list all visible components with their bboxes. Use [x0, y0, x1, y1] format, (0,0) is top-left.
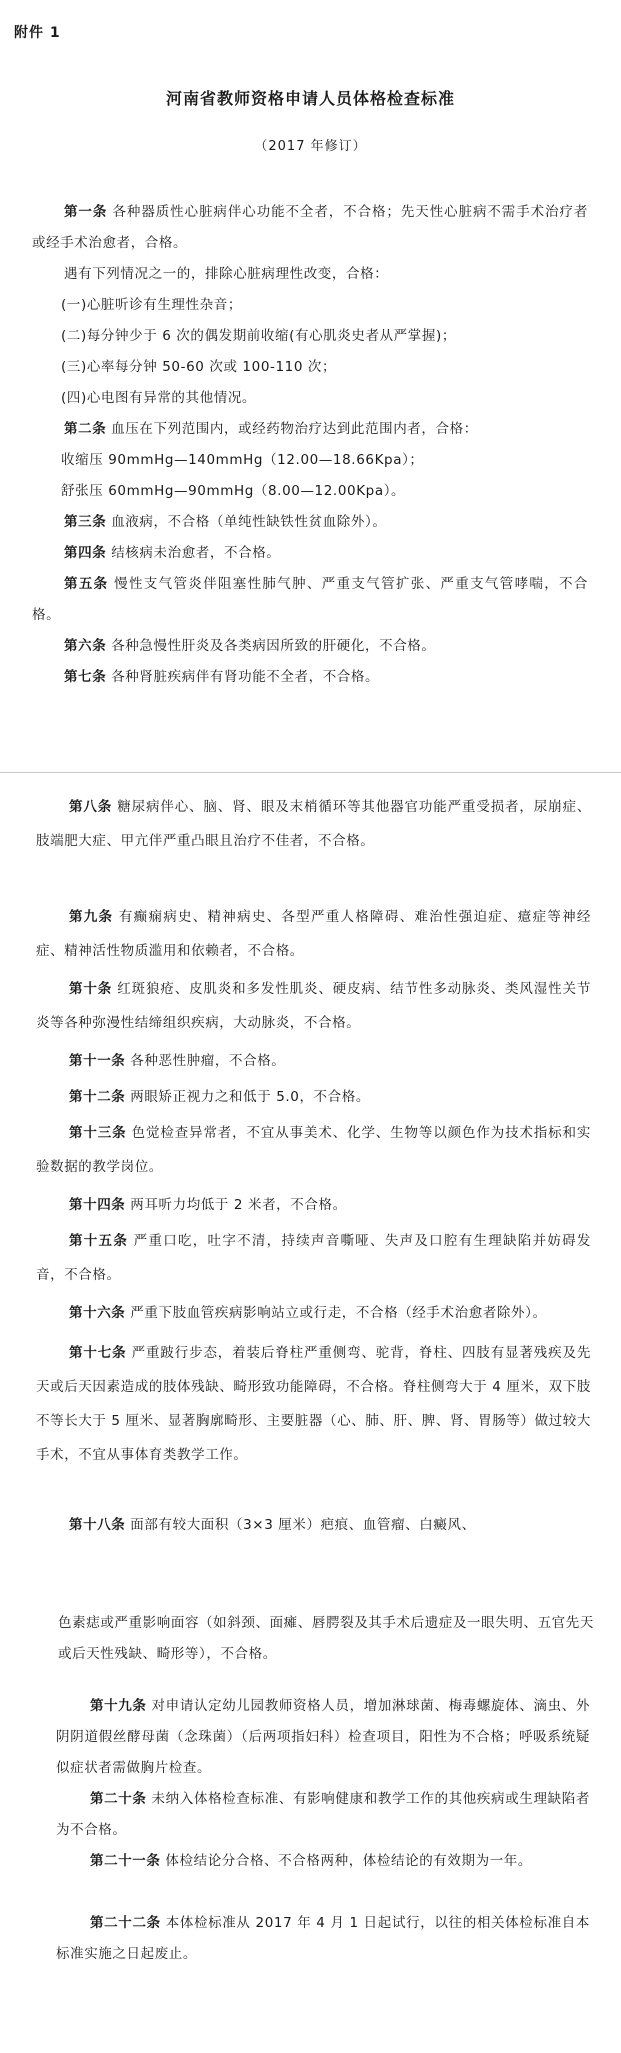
article-4-heading: 第四条: [64, 545, 107, 561]
article-19-heading: 第十九条: [90, 1698, 147, 1714]
article-19-body: 对申请认定幼儿园教师资格人员，增加淋球菌、梅毒螺旋体、滴虫、外阴阴道假丝酵母菌（念珠菌）（后两项指妇科）检查项目，阳性为不合格；呼吸系统疑似症状者需做胸片检查。: [56, 1698, 590, 1776]
article-3: [32, 507, 588, 538]
article-7-body: 各种肾脏疾病伴有肾功能不全者，不合格。: [106, 669, 380, 685]
article-22-body: 本体检标准从 2017 年 4 月 1 日起试行，以往的相关体检标准自本标准实施之日起废止。: [56, 1915, 590, 1962]
article-17-heading: 第十七条: [69, 1345, 127, 1361]
article-21-heading: 第二十一条: [90, 1853, 161, 1869]
article-14-body: 两耳听力均低于 2 米者，不合格。: [125, 1197, 347, 1213]
article-16: [36, 1296, 591, 1330]
article-1-item-1: (一)心脏听诊有生理性杂音；: [61, 297, 242, 313]
document-title: 河南省教师资格申请人员体格检查标准: [165, 89, 455, 108]
article-9-heading: 第九条: [69, 909, 114, 925]
article-10-heading: 第十条: [69, 981, 113, 997]
article-7-heading: 第七条: [64, 669, 107, 685]
article-13: [36, 1116, 591, 1184]
document-subtitle: （2017 年修订）: [254, 139, 367, 154]
article-3-body: 血液病，不合格（单纯性缺铁性贫血除外）。: [106, 514, 387, 530]
article-17: [36, 1336, 591, 1472]
article-14: [36, 1188, 591, 1222]
article-22: [56, 1908, 590, 1970]
article-8: [36, 790, 591, 858]
article-1-intro: 遇有下列情况之一的，排除心脏病理性改变，合格：: [64, 266, 389, 282]
article-14-heading: 第十四条: [69, 1197, 126, 1213]
article-2-item-1: 收缩压 90mmHg—140mmHg（12.00—18.66Kpa）；: [61, 452, 424, 468]
article-21-body: 体检结论分合格、不合格两种，体检结论的有效期为一年。: [160, 1853, 532, 1869]
article-12-heading: 第十二条: [69, 1089, 126, 1105]
article-7: [32, 662, 588, 693]
article-12: [36, 1080, 591, 1114]
article-11-heading: 第十一条: [69, 1053, 126, 1069]
article-2-item-2: 舒张压 60mmHg—90mmHg（8.00—12.00Kpa）。: [61, 483, 406, 499]
article-18-continuation: 色素痣或严重影响面容（如斜颈、面瘫、唇腭裂及其手术后遗症及一眼失明、五官先天或后天性残缺、畸形等），不合格。: [58, 1615, 594, 1662]
document-page-3: [0, 1540, 621, 2053]
article-12-body: 两眼矫正视力之和低于 5.0，不合格。: [125, 1089, 370, 1105]
article-5: [32, 569, 588, 631]
article-13-body: 色觉检查异常者，不宜从事美术、化学、生物等以颜色作为技术指标和实验数据的教学岗位。: [36, 1125, 592, 1175]
article-1-item-2: (二)每分钟少于 6 次的偶发期前收缩(有心肌炎史者从严掌握)；: [61, 328, 456, 344]
article-2-body: 血压在下列范围内，或经药物治疗达到此范围内者，合格：: [106, 421, 478, 437]
article-1-body: 各种器质性心脏病伴心功能不全者，不合格；先天性心脏病不需手术治疗者或经手术治愈者，合格。: [32, 204, 588, 251]
article-18: [36, 1508, 591, 1542]
article-6-body: 各种急慢性肝炎及各类病因所致的肝硬化，不合格。: [106, 638, 436, 654]
article-5-body: 慢性支气管炎伴阻塞性肺气肿、严重支气管扩张、严重支气管哮喘，不合格。: [32, 576, 588, 623]
article-10: [36, 972, 591, 1040]
article-20-heading: 第二十条: [90, 1791, 147, 1807]
article-4-body: 结核病未治愈者，不合格。: [106, 545, 281, 561]
article-6-heading: 第六条: [64, 638, 107, 654]
article-1: [32, 197, 588, 259]
article-1-item-4: (四)心电图有异常的其他情况。: [61, 390, 257, 406]
article-17-body: 严重跛行步态，着装后脊柱严重侧弯、驼背，脊柱、四肢有显著残疾及先天或后天因素造成的肢体残缺、畸形致功能障碍，不合格。脊柱侧弯大于 4 厘米，双下肢不等长大于 5 厘米、显著胸廓畸形、主要脏器（心、肺、肝、脾、肾、胃肠等）做过较大手术，不宜从事体育类教学工作。: [36, 1345, 592, 1463]
attachment-label: 附件 1: [14, 25, 61, 41]
page-break-line: [0, 772, 621, 773]
article-15-body: 严重口吃，吐字不清，持续声音嘶哑、失声及口腔有生理缺陷并妨碍发音，不合格。: [36, 1233, 591, 1283]
article-16-body: 严重下肢血管疾病影响站立或行走，不合格（经手术治愈者除外）。: [125, 1305, 547, 1321]
article-18-heading: 第十八条: [69, 1517, 126, 1533]
article-19: [56, 1691, 590, 1784]
article-5-heading: 第五条: [64, 576, 109, 592]
article-11: [36, 1044, 591, 1078]
document-page-1: [0, 0, 621, 770]
article-3-heading: 第三条: [64, 514, 107, 530]
article-20: [56, 1784, 590, 1846]
article-15: [36, 1224, 591, 1292]
article-16-heading: 第十六条: [69, 1305, 126, 1321]
article-1-item-3: (三)心率每分钟 50-60 次或 100-110 次；: [61, 359, 337, 375]
article-18-body: 面部有较大面积（3×3 厘米）疤痕、血管瘤、白癜风、: [125, 1517, 476, 1533]
article-8-heading: 第八条: [69, 799, 113, 815]
article-9-body: 有癫痫病史、精神病史、各型严重人格障碍、难治性强迫症、癔症等神经症、精神活性物质滥用和依赖者，不合格。: [36, 909, 591, 959]
article-21: [56, 1846, 590, 1877]
article-2: [32, 414, 588, 445]
article-20-body: 未纳入体格检查标准、有影响健康和教学工作的其他疾病或生理缺陷者为不合格。: [56, 1791, 590, 1838]
article-15-heading: 第十五条: [69, 1233, 129, 1249]
article-2-heading: 第二条: [64, 421, 107, 437]
article-4: [32, 538, 588, 569]
article-11-body: 各种恶性肿瘤，不合格。: [125, 1053, 286, 1069]
article-1-heading: 第一条: [64, 204, 108, 220]
article-9: [36, 900, 591, 968]
article-22-heading: 第二十二条: [90, 1915, 161, 1931]
article-13-heading: 第十三条: [69, 1125, 127, 1141]
article-6: [32, 631, 588, 662]
article-10-body: 红斑狼疮、皮肌炎和多发性肌炎、硬皮病、结节性多动脉炎、类风湿性关节炎等各种弥漫性结缔组织疾病，大动脉炎，不合格。: [36, 981, 591, 1031]
document-page-2: [0, 774, 621, 1534]
article-8-body: 糖尿病伴心、脑、肾、眼及末梢循环等其他器官功能严重受损者，尿崩症、肢端肥大症、甲亢伴严重凸眼且治疗不佳者，不合格。: [36, 799, 591, 849]
